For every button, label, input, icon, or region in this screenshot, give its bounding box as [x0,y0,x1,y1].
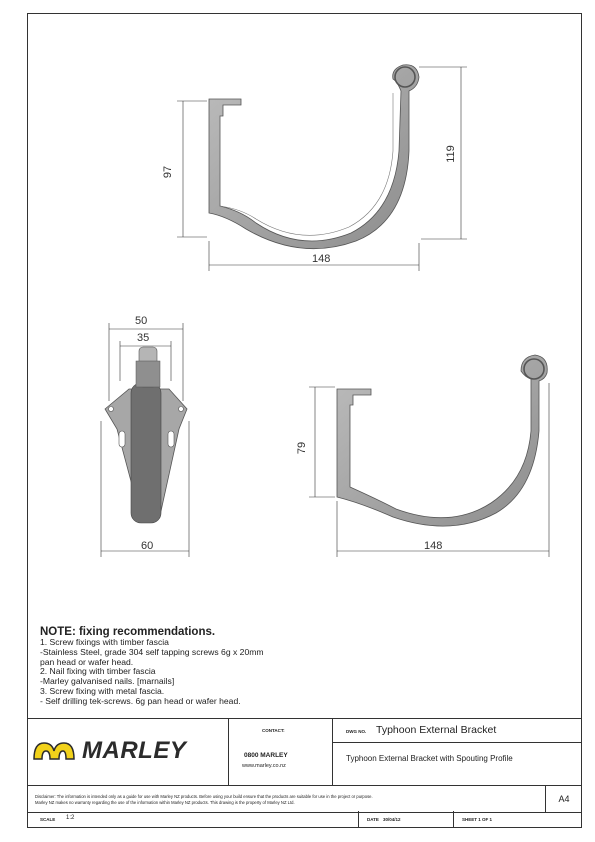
dim-profile-width: 148 [424,540,443,552]
dwg-no-label: DWG NO. [346,729,367,734]
dim-side-inner-width: 35 [137,332,150,344]
bracket-profile-view [337,355,547,526]
marley-logo-icon [32,739,82,763]
paper-size: A4 [545,786,582,812]
info-row [28,811,581,828]
contact-label: CONTACT: [262,728,285,733]
dim-top-width: 148 [312,253,331,265]
dim-top-right-height: 119 [444,145,457,163]
note-line: 3. Screw fixing with metal fascia. [40,685,165,696]
description-row [332,742,581,785]
drawing-description: Typhoon External Bracket with Spouting Profile [346,754,513,763]
disclaimer-line-1: Disclaimer: The information is intended only as a guide for use with Marley NZ products. Before using your build ensure that the products are suitable for use in the project or purpose. [35,794,373,799]
note-title: NOTE: fixing recommendations. [40,626,216,638]
note-line: -Stainless Steel, grade 304 self tapping screws 6g x 20mm [40,646,264,657]
sheet-label: SHEET 1 OF 1 [462,817,493,822]
fixing-notes [40,626,370,707]
drawing-views [28,14,581,719]
contact-phone: 0800 MARLEY [244,752,288,759]
bracket-side-view [105,347,187,523]
date-cell [358,811,454,828]
dim-side-bottom-width: 60 [141,540,154,552]
logo-cell [28,719,229,785]
contact-cell [228,719,333,785]
sheet-cell [453,811,582,828]
note-line: - Self drilling tek-screws. 6g pan head or wafer head. [40,695,241,706]
marley-logo-text: MARLEY [82,737,187,764]
disclaimer-line-2: Marley NZ makes no warranty regarding the use of the information within Marley NZ products. This drawing is the property of Marley NZ Ltd. [35,800,295,805]
scale-label: SCALE [40,817,56,822]
dwg-no-row [332,719,581,743]
bracket-top-view [209,65,419,249]
note-line: 2. Nail fixing with timber fascia [40,666,156,677]
dim-side-top-width: 50 [135,315,148,327]
note-line: 1. Screw fixings with timber fascia [40,637,169,647]
title-block [28,718,581,829]
date-value: 30/04/12 [383,817,401,822]
date-label: DATE [367,817,379,822]
scale-value: 1:2 [66,815,75,821]
drawing-sheet [27,13,582,828]
dwg-no: Typhoon External Bracket [376,724,497,736]
note-line: -Marley galvanised nails. [marnails] [40,676,175,687]
dim-profile-height: 79 [296,441,309,455]
disclaimer-row [28,785,581,813]
note-line: pan head or wafer head. [40,656,134,667]
dim-top-left-height: 97 [162,165,175,179]
contact-website[interactable]: www.marley.co.nz [242,763,286,769]
